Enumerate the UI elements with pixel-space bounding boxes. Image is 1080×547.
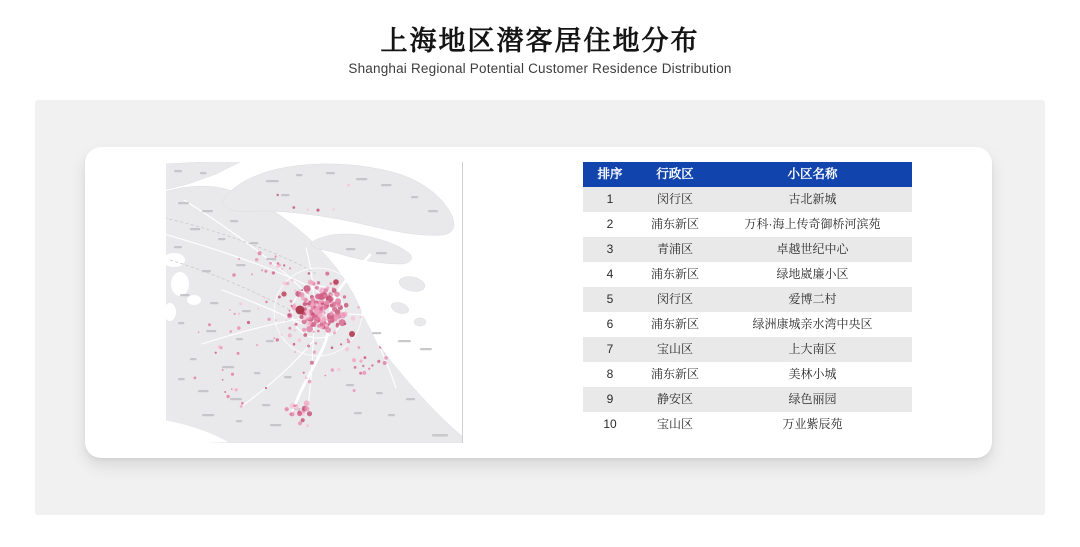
map-label-mark (270, 424, 281, 426)
customer-dot (230, 330, 233, 333)
customer-dot (306, 424, 309, 427)
customer-dot (340, 312, 346, 318)
table-row (583, 312, 912, 337)
customer-dot (241, 402, 244, 405)
map-label-mark (178, 378, 185, 380)
district-cell: 浦东新区 (650, 267, 699, 281)
background-panel (35, 100, 1045, 515)
customer-dot (239, 302, 242, 305)
customer-dot (320, 322, 324, 326)
customer-dot (357, 306, 360, 309)
customer-dot (261, 269, 263, 271)
customer-dot (255, 258, 258, 261)
table-row (583, 287, 912, 312)
customer-dot (234, 313, 236, 315)
map-label-mark (354, 412, 362, 414)
map-label-mark (236, 338, 243, 340)
map-label-mark (372, 332, 381, 334)
customer-dot (224, 391, 226, 393)
customer-dot (215, 352, 217, 354)
customer-dot (322, 318, 325, 321)
customer-dot (323, 305, 327, 309)
map-label-mark (346, 248, 356, 250)
customer-dot (318, 319, 321, 322)
customer-dot (362, 365, 364, 367)
community-cell: 古北新城 (788, 192, 837, 206)
northwest-land-wedge (166, 162, 244, 190)
community-cell: 绿洲康城亲水湾中央区 (752, 317, 873, 331)
customer-dot (345, 347, 349, 351)
map-label-mark (200, 172, 207, 174)
map-label-mark (180, 294, 190, 296)
customer-dot (333, 330, 336, 333)
customer-dot (316, 304, 319, 307)
district-cell: 静安区 (656, 392, 693, 406)
customer-dot (325, 324, 327, 326)
content-card (85, 147, 992, 458)
customer-dot-dense (349, 331, 355, 337)
customer-dot (307, 411, 312, 416)
customer-dot (298, 289, 301, 292)
customer-dot (315, 286, 317, 288)
map-label-mark (230, 220, 238, 222)
customer-dot (379, 307, 383, 311)
map-label-mark (381, 184, 392, 186)
customer-dot (336, 324, 339, 327)
customer-dot (325, 272, 329, 276)
customer-dot (317, 330, 320, 333)
customer-dot (331, 302, 333, 304)
customer-dot (383, 361, 387, 365)
map-label-mark (250, 242, 258, 244)
rank-cell: 9 (606, 392, 614, 406)
customer-dot (264, 297, 266, 299)
customer-dot (231, 373, 234, 376)
ranking-table (583, 162, 912, 437)
map-label-mark (222, 366, 234, 368)
customer-dot (330, 293, 333, 296)
column-header-district: 行政区 (656, 167, 694, 181)
customer-dot (277, 194, 279, 196)
map-label-mark (266, 180, 279, 182)
customer-dot (329, 311, 333, 315)
map-label-mark (406, 398, 415, 400)
customer-dot (304, 400, 310, 406)
customer-dot (373, 313, 375, 315)
page-header (0, 24, 1080, 76)
table-row (583, 212, 912, 237)
customer-dot (328, 323, 330, 325)
customer-dot (359, 372, 362, 375)
map-label-mark (190, 358, 197, 360)
map-label-mark (376, 252, 387, 254)
map-label-mark (178, 202, 189, 204)
customer-dot (272, 271, 275, 274)
district-cell: 浦东新区 (650, 367, 699, 381)
hengsha-island (398, 274, 426, 293)
customer-dot (388, 309, 391, 312)
customer-dot (352, 358, 356, 362)
customer-dot (351, 316, 356, 321)
customer-dot (301, 296, 305, 300)
customer-dot (273, 337, 275, 339)
customer-dot (300, 315, 304, 319)
column-header-community: 小区名称 (787, 167, 838, 181)
district-cell: 浦东新区 (650, 217, 699, 231)
map-label-mark (266, 340, 274, 342)
map-label-mark (284, 376, 292, 378)
customer-dot (208, 323, 211, 326)
rank-cell: 1 (606, 192, 614, 206)
map-label-mark (376, 392, 383, 394)
customer-dot (314, 308, 320, 314)
customer-dot (231, 388, 233, 390)
customer-dot (303, 333, 307, 337)
customer-dot (295, 406, 299, 410)
customer-dot (384, 323, 387, 326)
customer-dot (390, 313, 392, 315)
map-label-mark (202, 414, 214, 416)
customer-dot (347, 184, 350, 187)
customer-dot (312, 312, 315, 315)
rank-cell: 4 (606, 267, 614, 281)
map-label-mark (236, 420, 242, 422)
customer-dot (321, 300, 324, 303)
map-label-mark (236, 264, 246, 266)
map-label-mark (266, 258, 276, 260)
customer-dot (324, 288, 328, 292)
customer-dot (238, 313, 241, 316)
customer-dot (377, 360, 380, 363)
map-label-mark (218, 238, 225, 240)
customer-dot (319, 307, 323, 311)
map-label-mark (174, 170, 182, 172)
community-cell: 爱博二村 (788, 292, 837, 306)
customer-dot (297, 411, 302, 416)
customer-dot (317, 281, 320, 284)
customer-dot (323, 294, 327, 298)
community-cell: 万业紫辰苑 (782, 417, 843, 431)
map-label-mark (326, 172, 335, 174)
customer-dot (292, 306, 296, 310)
customer-dot (258, 251, 262, 255)
customer-dot (305, 376, 308, 379)
community-cell: 万科·海上传奇御桥河滨苑 (744, 217, 881, 231)
district-cell: 宝山区 (656, 342, 693, 356)
customer-dot (337, 368, 340, 371)
customer-dot (306, 291, 309, 294)
table-row (583, 262, 912, 287)
customer-dot (264, 270, 267, 273)
table-row (583, 237, 912, 262)
customer-dot (222, 379, 224, 381)
customer-dot (283, 282, 287, 286)
customer-dot (371, 364, 373, 366)
customer-dot (310, 281, 314, 285)
small-lake (187, 295, 201, 305)
customer-dot (337, 303, 340, 306)
community-cell: 绿地崴廉小区 (776, 267, 849, 281)
customer-dot (308, 380, 312, 384)
table-row (583, 387, 912, 412)
east-shoal (390, 300, 410, 315)
table-row (583, 412, 912, 437)
rank-cell: 2 (606, 217, 614, 231)
map-label-mark (202, 270, 211, 272)
customer-dot (256, 344, 258, 346)
customer-dot (307, 345, 310, 348)
column-header-rank: 排序 (597, 167, 623, 181)
customer-dot (347, 340, 350, 343)
east-shoal-small (414, 318, 426, 326)
customer-dot (276, 264, 280, 268)
customer-dot (281, 268, 283, 270)
customer-dot (291, 279, 294, 282)
customer-dot (251, 273, 253, 275)
customer-dot (222, 369, 224, 371)
customer-dot (368, 368, 370, 370)
customer-dot (303, 302, 307, 306)
page-title: 上海地区潜客居住地分布 (380, 26, 700, 56)
customer-dot (240, 405, 243, 408)
customer-dot (311, 297, 315, 301)
customer-dot (237, 326, 241, 330)
customer-dot (354, 366, 357, 369)
customer-dot (304, 406, 309, 411)
customer-dot (384, 295, 387, 298)
west-lake-patch (171, 272, 189, 296)
district-cell: 浦东新区 (650, 317, 699, 331)
map-label-mark (346, 384, 354, 386)
customer-dot (298, 338, 302, 342)
customer-dot (293, 343, 296, 346)
customer-dot (226, 395, 229, 398)
customer-dot (289, 335, 291, 337)
map-label-mark (398, 340, 411, 342)
customer-dot (265, 301, 267, 303)
customer-dot (327, 316, 334, 323)
map-label-mark (428, 210, 438, 212)
customer-dot (364, 356, 367, 359)
customer-dot (267, 318, 270, 321)
district-cell: 闵行区 (656, 292, 693, 306)
customer-dot (238, 258, 240, 260)
district-cell: 闵行区 (656, 192, 693, 206)
customer-dot (194, 377, 197, 380)
map-label-mark (202, 210, 213, 212)
customer-dot (331, 368, 334, 371)
customer-dot (313, 331, 315, 333)
customer-dot (316, 209, 319, 212)
customer-dot (315, 342, 318, 345)
customer-dot (383, 311, 386, 314)
customer-dot (309, 317, 312, 320)
customer-dot (306, 324, 309, 327)
customer-dot (247, 321, 250, 324)
customer-dot (307, 209, 309, 211)
customer-dot-dense (281, 291, 286, 296)
customer-dot (235, 388, 238, 391)
rank-cell: 7 (606, 342, 614, 356)
customer-dot (294, 351, 296, 353)
customer-dot (332, 307, 337, 312)
customer-dot (340, 343, 342, 345)
customer-dot (314, 317, 318, 321)
customer-dot (289, 267, 291, 269)
customer-dot (325, 300, 330, 305)
customer-dot-dense (333, 279, 339, 285)
customer-dot (232, 273, 236, 277)
customer-dot (358, 346, 361, 349)
customer-dot (285, 407, 289, 411)
customer-dot (332, 208, 334, 210)
customer-dot (308, 272, 311, 275)
customer-dot (294, 323, 297, 326)
customer-dot (293, 303, 295, 305)
customer-dot (278, 296, 281, 299)
map-label-mark (210, 302, 218, 304)
customer-dot (324, 312, 326, 314)
customer-dot (331, 346, 334, 349)
customer-dot (362, 371, 366, 375)
customer-dot (229, 309, 231, 311)
district-cell: 青浦区 (656, 242, 693, 256)
map-label-mark (281, 194, 290, 196)
customer-dot (313, 351, 316, 354)
customer-dot (293, 329, 296, 332)
customer-dot (353, 389, 356, 392)
customer-dot (359, 316, 361, 318)
customer-dot (289, 310, 291, 312)
rank-cell: 6 (606, 317, 614, 331)
rank-cell: 8 (606, 367, 614, 381)
customer-dot (344, 323, 347, 326)
customer-dot (276, 338, 279, 341)
community-cell: 绿色丽园 (788, 392, 837, 406)
customer-dot (257, 308, 259, 310)
customer-dot (293, 405, 296, 408)
customer-dot (293, 411, 296, 414)
customer-dot (376, 327, 378, 329)
customer-dot (277, 262, 279, 264)
customer-dot (310, 361, 314, 365)
map-svg (166, 162, 462, 443)
map-label-mark (230, 398, 242, 400)
customer-dot (288, 327, 291, 330)
customer-dot (294, 290, 296, 292)
customer-dot (290, 300, 293, 303)
map-label-mark (254, 372, 260, 374)
map-label-mark (174, 246, 182, 248)
community-cell: 上大南区 (788, 342, 837, 356)
table-row (583, 362, 912, 387)
table-row (583, 187, 912, 212)
rank-cell: 5 (606, 292, 614, 306)
community-cell: 卓越世纪中心 (776, 242, 849, 256)
customer-dot (281, 334, 283, 336)
customer-dot (269, 262, 272, 265)
map-label-mark (178, 322, 184, 324)
customer-dot (288, 314, 291, 317)
map-label-mark (388, 414, 395, 416)
map-label-mark (420, 348, 432, 350)
customer-dot (322, 289, 324, 291)
customer-dot (324, 375, 326, 377)
customer-dot (220, 346, 223, 349)
district-cell: 宝山区 (656, 417, 693, 431)
customer-dot (283, 264, 285, 266)
page-subtitle: Shanghai Regional Potential Customer Residence Distribution (348, 61, 732, 76)
customer-dot (347, 339, 349, 341)
map-label-mark (296, 174, 302, 176)
customer-dot (359, 359, 362, 362)
rank-cell: 10 (603, 417, 617, 431)
map-attribution-mark (432, 434, 448, 437)
map-label-mark (190, 228, 200, 230)
customer-dot (332, 287, 334, 289)
customer-dot (303, 372, 305, 374)
table-row (583, 337, 912, 362)
table-header-row (583, 162, 912, 187)
customer-dot (302, 328, 306, 332)
customer-dot (198, 331, 200, 333)
customer-dot-dense (296, 306, 305, 315)
map-label-mark (198, 390, 209, 392)
customer-dot (380, 302, 384, 306)
map-label-mark (411, 196, 418, 198)
customer-dot (285, 319, 287, 321)
map-label-mark (262, 404, 270, 406)
customer-dot (301, 289, 303, 291)
customer-dot (301, 418, 305, 422)
map-label-mark (242, 310, 251, 312)
customer-dot (292, 206, 295, 209)
customer-dot (275, 319, 277, 321)
customer-dot (237, 352, 240, 355)
customer-dot (343, 295, 346, 298)
map-label-mark (206, 330, 216, 332)
rank-cell: 3 (606, 242, 614, 256)
map-label-mark (356, 178, 367, 180)
customer-dot (305, 310, 310, 315)
customer-dot (383, 306, 388, 311)
customer-dot (344, 303, 349, 308)
community-cell: 美林小城 (788, 367, 837, 381)
customer-dot (275, 255, 277, 257)
shanghai-map (166, 162, 463, 443)
customer-dot (330, 282, 333, 285)
customer-dot (265, 387, 267, 389)
